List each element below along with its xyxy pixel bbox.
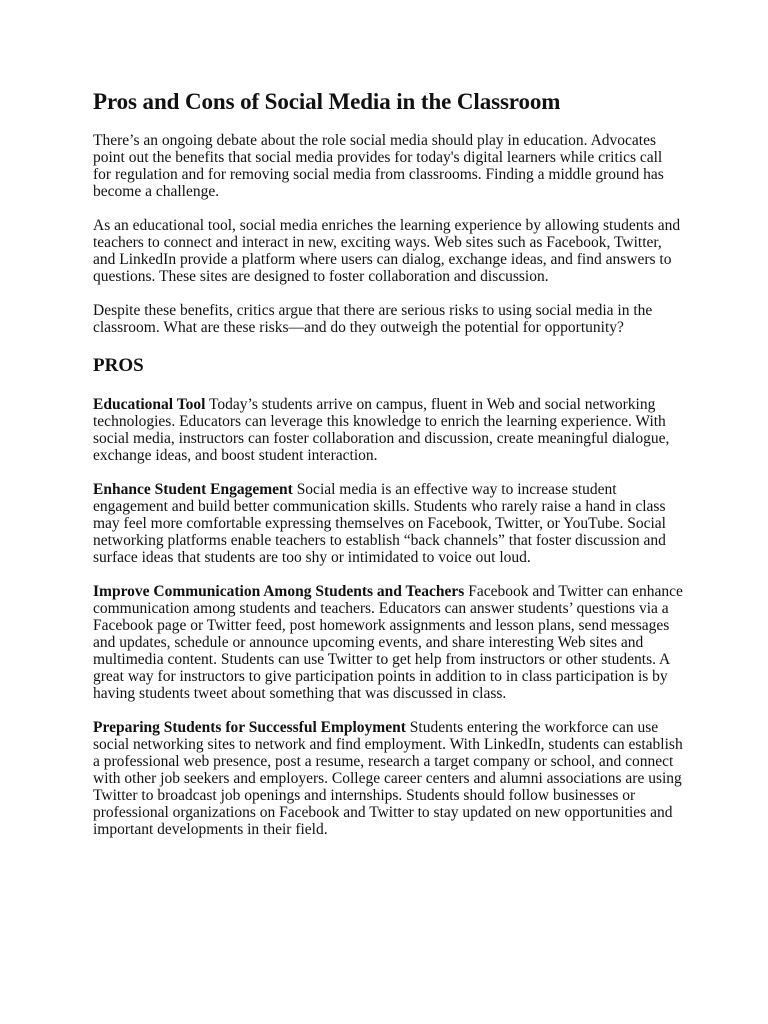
document-page xyxy=(93,88,683,855)
pros-heading: PROS xyxy=(93,355,144,376)
intro-paragraph: Despite these benefits, critics argue that there are serious risks to using social media in the classroom. What are these risks—and do they outweigh the potential for opportunity? xyxy=(93,302,653,336)
pro-paragraph xyxy=(93,583,683,702)
intro-paragraph: There’s an ongoing debate about the role social media should play in education. Advocates point out the benefits that social media provides for today's digital learners while critics call for regulation and for removing social media from classrooms. Finding a middle ground has become a challenge. xyxy=(93,132,664,200)
pro-lead: Improve Communication Among Students and Teachers xyxy=(93,583,465,600)
document-title: Pros and Cons of Social Media in the Classroom xyxy=(93,89,561,114)
pro-text: Today’s students arrive on campus, fluent in Web and social networking technologies. Educators can leverage this knowledge to enrich the learning experience. With social media, instructors can foster collaboration and discussion, create meaningful dialogue, exchange ideas, and boost student interaction. xyxy=(93,396,670,464)
pro-lead: Enhance Student Engagement xyxy=(93,481,293,498)
pro-paragraph xyxy=(93,719,683,838)
pro-lead: Preparing Students for Successful Employment xyxy=(93,719,406,736)
pro-text: Social media is an effective way to increase student engagement and build better communication skills. Students who rarely raise a hand in class may feel more comfortable expressing themselves on Facebook, Twitter, or YouTube. Social networking platforms enable teachers to establish “back channels” that foster discussion and surface ideas that students are too shy or intimidated to voice out loud. xyxy=(93,481,666,566)
pro-lead: Educational Tool xyxy=(93,396,206,413)
intro-paragraph: As an educational tool, social media enriches the learning experience by allowing students and teachers to connect and interact in new, exciting ways. Web sites such as Facebook, Twitter, and LinkedIn provide a platform where users can dialog, exchange ideas, and find answers to questions. These sites are designed to foster collaboration and discussion. xyxy=(93,217,681,285)
pro-paragraph xyxy=(93,396,683,464)
pro-text: Facebook and Twitter can enhance communication among students and teachers. Educators can answer students’ questions via a Facebook page or Twitter feed, post homework assignments and lesson plans, send messages and updates, schedule or announce upcoming events, and share interesting Web sites and multimedia content. Students can use Twitter to get help from instructors or other students. A great way for instructors to give participation points in addition to in class participation is by having students tweet about something that was discussed in class. xyxy=(93,583,683,702)
pro-paragraph xyxy=(93,481,683,566)
pro-text: Students entering the workforce can use social networking sites to network and find employment. With LinkedIn, students can establish a professional web presence, post a resume, research a target company or school, and connect with other job seekers and employers. College career centers and alumni associations are using Twitter to broadcast job openings and internships. Students should follow businesses or professional organizations on Facebook and Twitter to stay updated on new opportunities and important developments in their field. xyxy=(93,719,683,838)
